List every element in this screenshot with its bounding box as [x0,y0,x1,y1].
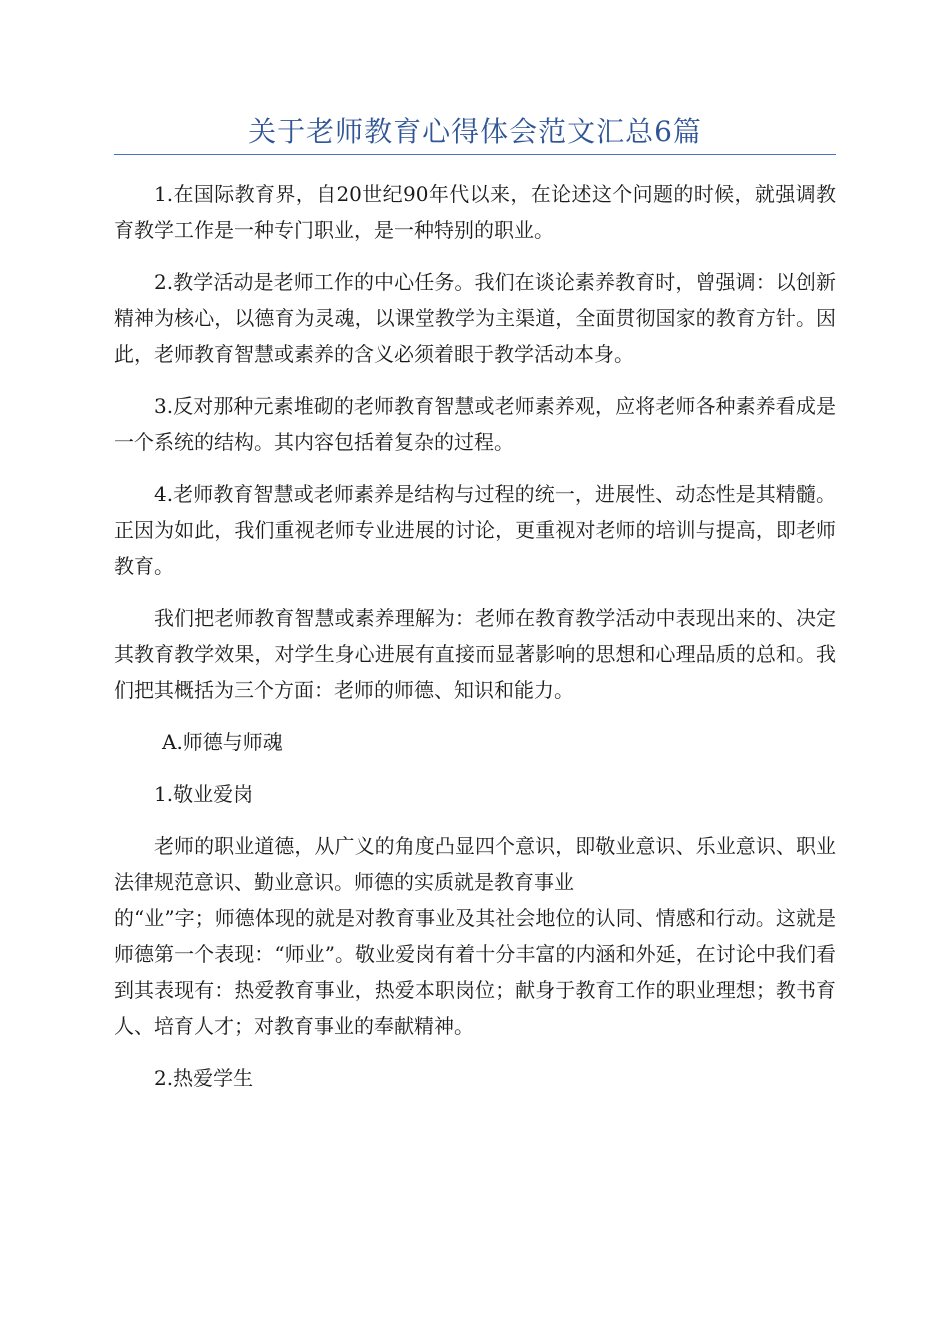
paragraph-6-part-1: 老师的职业道德，从广义的角度凸显四个意识，即敬业意识、乐业意识、职业法律规范意识、勤业意识。师德的实质就是教育事业 [114,834,836,894]
title-underline [114,154,836,155]
paragraph-3: 3.反对那种元素堆砌的老师教育智慧或老师素养观，应将老师各种素养看成是一个系统的结构。其内容包括着复杂的过程。 [114,394,836,454]
subsection-heading-2: 2.热爱学生 [154,1066,254,1090]
document-body [114,176,836,1112]
paragraph-6-part-2: 的“业”字；师德体现的就是对教育事业及其社会地位的认同、情感和行动。这就是师德第一个表现：“师业”。敬业爱岗有着十分丰富的内涵和外延，在讨论中我们看到其表现有：热爱教育事业，热爱本职岗位；献身于教育工作的职业理想；教书育人、培育人才；对教育事业的奉献精神。 [114,906,836,1038]
paragraph-4: 4.老师教育智慧或老师素养是结构与过程的统一，进展性、动态性是其精髓。正因为如此，我们重视老师专业进展的讨论，更重视对老师的培训与提高，即老师教育。 [114,482,836,578]
section-heading-a: A.师德与师魂 [162,730,283,754]
document-title: 关于老师教育心得体会范文汇总6篇 [248,115,702,148]
paragraph-2: 2.教学活动是老师工作的中心任务。我们在谈论素养教育时，曾强调：以创新精神为核心，以德育为灵魂，以课堂教学为主渠道，全面贯彻国家的教育方针。因此，老师教育智慧或素养的含义必须着眼于教学活动本身。 [114,270,836,366]
subsection-heading-1: 1.敬业爱岗 [154,782,254,806]
paragraph-1: 1.在国际教育界，自20世纪90年代以来，在论述这个问题的时候，就强调教育教学工作是一种专门职业，是一种特别的职业。 [114,182,836,242]
paragraph-5: 我们把老师教育智慧或素养理解为：老师在教育教学活动中表现出来的、决定其教育教学效果，对学生身心进展有直接而显著影响的思想和心理品质的总和。我们把其概括为三个方面：老师的师德、知识和能力。 [114,606,836,702]
